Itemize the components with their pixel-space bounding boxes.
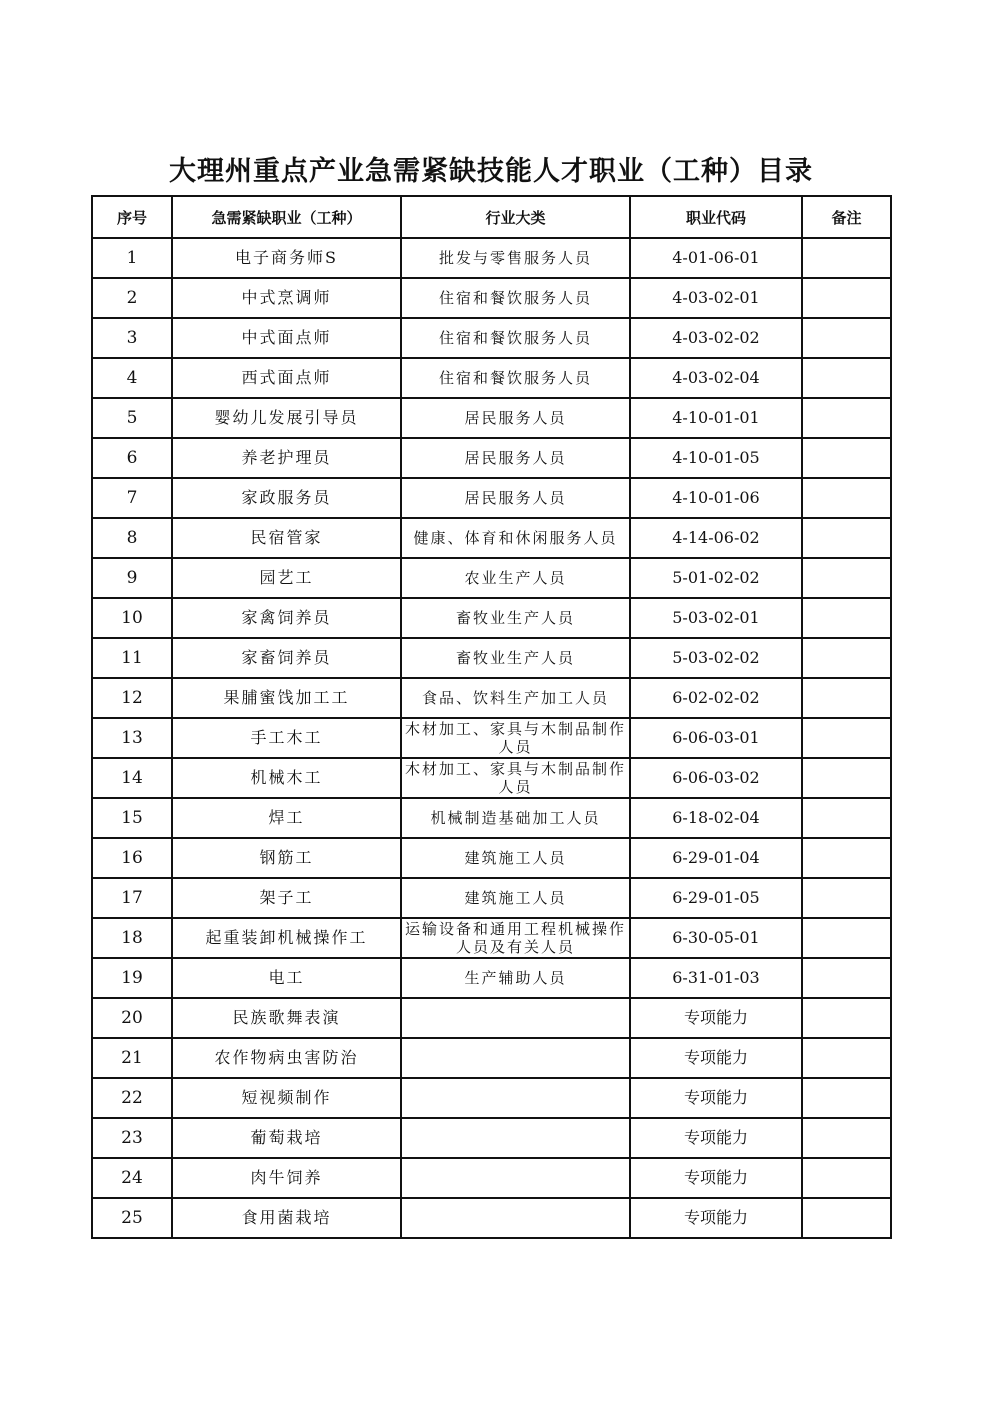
table-row xyxy=(92,478,891,518)
cell-index: 11 xyxy=(92,638,172,678)
cell-remark xyxy=(802,1158,891,1198)
cell-remark xyxy=(802,838,891,878)
cell-index: 15 xyxy=(92,798,172,838)
cell-occupation: 家畜饲养员 xyxy=(172,638,401,678)
cell-industry: 住宿和餐饮服务人员 xyxy=(401,278,630,318)
cell-code: 5-03-02-01 xyxy=(630,598,802,638)
cell-index: 9 xyxy=(92,558,172,598)
cell-industry: 畜牧业生产人员 xyxy=(401,598,630,638)
cell-remark xyxy=(802,358,891,398)
cell-index: 19 xyxy=(92,958,172,998)
table-row xyxy=(92,1158,891,1198)
table-row xyxy=(92,1078,891,1118)
cell-industry: 批发与零售服务人员 xyxy=(401,238,630,278)
cell-occupation: 钢筋工 xyxy=(172,838,401,878)
cell-occupation: 婴幼儿发展引导员 xyxy=(172,398,401,438)
cell-industry xyxy=(401,1118,630,1158)
cell-industry: 居民服务人员 xyxy=(401,478,630,518)
table-row xyxy=(92,1038,891,1078)
cell-occupation: 民族歌舞表演 xyxy=(172,998,401,1038)
cell-occupation: 家禽饲养员 xyxy=(172,598,401,638)
cell-occupation: 养老护理员 xyxy=(172,438,401,478)
cell-remark xyxy=(802,398,891,438)
page-title: 大理州重点产业急需紧缺技能人才职业（工种）目录 xyxy=(169,156,813,187)
table-row xyxy=(92,798,891,838)
cell-code: 6-18-02-04 xyxy=(630,798,802,838)
cell-code: 4-10-01-05 xyxy=(630,438,802,478)
cell-remark xyxy=(802,318,891,358)
cell-code: 6-31-01-03 xyxy=(630,958,802,998)
cell-remark xyxy=(802,278,891,318)
occupation-catalog-table xyxy=(91,195,892,1239)
cell-code: 4-10-01-01 xyxy=(630,398,802,438)
table-row xyxy=(92,998,891,1038)
cell-code: 4-03-02-04 xyxy=(630,358,802,398)
cell-occupation: 肉牛饲养 xyxy=(172,1158,401,1198)
header-occupation: 急需紧缺职业（工种） xyxy=(172,196,401,238)
table-row xyxy=(92,878,891,918)
cell-industry: 畜牧业生产人员 xyxy=(401,638,630,678)
table-row xyxy=(92,518,891,558)
cell-remark xyxy=(802,918,891,958)
cell-occupation: 短视频制作 xyxy=(172,1078,401,1118)
cell-industry xyxy=(401,1198,630,1238)
cell-remark xyxy=(802,878,891,918)
cell-industry: 住宿和餐饮服务人员 xyxy=(401,358,630,398)
cell-code: 专项能力 xyxy=(630,1158,802,1198)
table-row xyxy=(92,558,891,598)
cell-occupation: 西式面点师 xyxy=(172,358,401,398)
table-row xyxy=(92,598,891,638)
cell-occupation: 中式烹调师 xyxy=(172,278,401,318)
cell-index: 10 xyxy=(92,598,172,638)
cell-code: 6-02-02-02 xyxy=(630,678,802,718)
table-body xyxy=(92,238,891,1238)
cell-industry: 食品、饮料生产加工人员 xyxy=(401,678,630,718)
cell-industry: 运输设备和通用工程机械操作人员及有关人员 xyxy=(401,918,630,958)
cell-index: 24 xyxy=(92,1158,172,1198)
cell-code: 5-01-02-02 xyxy=(630,558,802,598)
cell-remark xyxy=(802,478,891,518)
cell-code: 专项能力 xyxy=(630,1118,802,1158)
table-row xyxy=(92,1198,891,1238)
table-row xyxy=(92,238,891,278)
cell-industry: 建筑施工人员 xyxy=(401,838,630,878)
cell-code: 专项能力 xyxy=(630,1078,802,1118)
cell-occupation: 电子商务师S xyxy=(172,238,401,278)
table-header-row xyxy=(92,196,891,238)
cell-code: 6-06-03-02 xyxy=(630,758,802,798)
cell-index: 22 xyxy=(92,1078,172,1118)
header-index: 序号 xyxy=(92,196,172,238)
cell-code: 5-03-02-02 xyxy=(630,638,802,678)
cell-index: 5 xyxy=(92,398,172,438)
cell-remark xyxy=(802,678,891,718)
table-row xyxy=(92,718,891,758)
cell-remark xyxy=(802,998,891,1038)
cell-industry xyxy=(401,1158,630,1198)
cell-occupation: 手工木工 xyxy=(172,718,401,758)
header-remark: 备注 xyxy=(802,196,891,238)
cell-code: 4-14-06-02 xyxy=(630,518,802,558)
cell-code: 4-03-02-02 xyxy=(630,318,802,358)
cell-occupation: 电工 xyxy=(172,958,401,998)
cell-occupation: 焊工 xyxy=(172,798,401,838)
cell-occupation: 园艺工 xyxy=(172,558,401,598)
cell-index: 3 xyxy=(92,318,172,358)
cell-industry: 机械制造基础加工人员 xyxy=(401,798,630,838)
cell-index: 8 xyxy=(92,518,172,558)
cell-code: 6-30-05-01 xyxy=(630,918,802,958)
cell-remark xyxy=(802,1198,891,1238)
header-code: 职业代码 xyxy=(630,196,802,238)
table-row xyxy=(92,318,891,358)
table-row xyxy=(92,278,891,318)
cell-index: 20 xyxy=(92,998,172,1038)
cell-code: 专项能力 xyxy=(630,1038,802,1078)
cell-occupation: 家政服务员 xyxy=(172,478,401,518)
cell-index: 21 xyxy=(92,1038,172,1078)
cell-occupation: 食用菌栽培 xyxy=(172,1198,401,1238)
table-row xyxy=(92,838,891,878)
cell-remark xyxy=(802,238,891,278)
cell-industry xyxy=(401,1038,630,1078)
cell-remark xyxy=(802,798,891,838)
table-row xyxy=(92,398,891,438)
cell-remark xyxy=(802,1118,891,1158)
cell-remark xyxy=(802,598,891,638)
cell-code: 4-01-06-01 xyxy=(630,238,802,278)
cell-index: 1 xyxy=(92,238,172,278)
table-row xyxy=(92,918,891,958)
cell-index: 4 xyxy=(92,358,172,398)
table-row xyxy=(92,758,891,798)
cell-occupation: 农作物病虫害防治 xyxy=(172,1038,401,1078)
cell-occupation: 葡萄栽培 xyxy=(172,1118,401,1158)
cell-occupation: 中式面点师 xyxy=(172,318,401,358)
cell-index: 25 xyxy=(92,1198,172,1238)
cell-remark xyxy=(802,638,891,678)
cell-industry: 健康、体育和休闲服务人员 xyxy=(401,518,630,558)
table-row xyxy=(92,438,891,478)
cell-index: 23 xyxy=(92,1118,172,1158)
table-row xyxy=(92,638,891,678)
cell-occupation: 架子工 xyxy=(172,878,401,918)
cell-remark xyxy=(802,1038,891,1078)
table-row xyxy=(92,1118,891,1158)
cell-industry: 木材加工、家具与木制品制作人员 xyxy=(401,758,630,798)
cell-code: 6-29-01-04 xyxy=(630,838,802,878)
cell-index: 17 xyxy=(92,878,172,918)
cell-code: 专项能力 xyxy=(630,998,802,1038)
cell-industry: 居民服务人员 xyxy=(401,398,630,438)
table-row xyxy=(92,958,891,998)
table-row xyxy=(92,678,891,718)
cell-industry xyxy=(401,1078,630,1118)
cell-index: 14 xyxy=(92,758,172,798)
cell-remark xyxy=(802,958,891,998)
cell-industry: 住宿和餐饮服务人员 xyxy=(401,318,630,358)
table-row xyxy=(92,358,891,398)
cell-remark xyxy=(802,718,891,758)
cell-index: 16 xyxy=(92,838,172,878)
cell-index: 18 xyxy=(92,918,172,958)
cell-industry: 居民服务人员 xyxy=(401,438,630,478)
cell-industry: 生产辅助人员 xyxy=(401,958,630,998)
cell-code: 专项能力 xyxy=(630,1198,802,1238)
cell-industry xyxy=(401,998,630,1038)
cell-code: 4-03-02-01 xyxy=(630,278,802,318)
cell-index: 6 xyxy=(92,438,172,478)
cell-remark xyxy=(802,558,891,598)
cell-industry: 建筑施工人员 xyxy=(401,878,630,918)
cell-occupation: 民宿管家 xyxy=(172,518,401,558)
cell-index: 13 xyxy=(92,718,172,758)
cell-industry: 木材加工、家具与木制品制作人员 xyxy=(401,718,630,758)
cell-code: 6-06-03-01 xyxy=(630,718,802,758)
cell-index: 12 xyxy=(92,678,172,718)
cell-occupation: 果脯蜜饯加工工 xyxy=(172,678,401,718)
cell-remark xyxy=(802,1078,891,1118)
cell-occupation: 机械木工 xyxy=(172,758,401,798)
cell-index: 2 xyxy=(92,278,172,318)
cell-remark xyxy=(802,518,891,558)
cell-code: 6-29-01-05 xyxy=(630,878,802,918)
cell-remark xyxy=(802,758,891,798)
cell-code: 4-10-01-06 xyxy=(630,478,802,518)
header-industry: 行业大类 xyxy=(401,196,630,238)
cell-industry: 农业生产人员 xyxy=(401,558,630,598)
cell-index: 7 xyxy=(92,478,172,518)
cell-remark xyxy=(802,438,891,478)
cell-occupation: 起重装卸机械操作工 xyxy=(172,918,401,958)
